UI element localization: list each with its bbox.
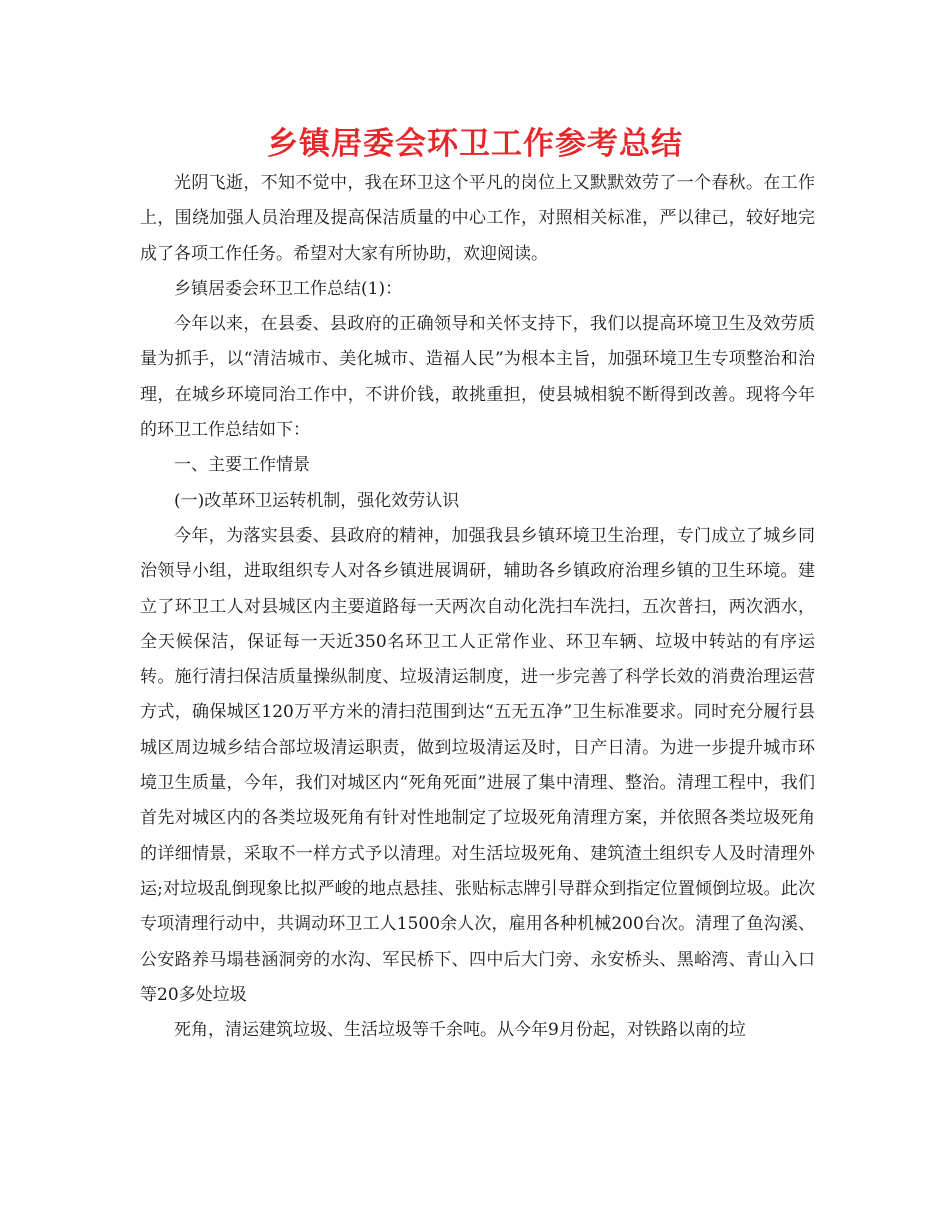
- paragraph-intro: 光阴飞逝，不知不觉中，我在环卫这个平凡的岗位上又默默效劳了一个春秋。在工作上，围绕加强人员治理及提高保洁质量的中心工作，对照相关标准，严以律己，较好地完成了各项工作任务。希望对大家有所协助，欢迎阅读。: [140, 173, 815, 264]
- paragraph-section-heading: 乡镇居委会环卫工作总结(1)：: [174, 278, 403, 299]
- document-title: 乡镇居委会环卫工作参考总结: [267, 126, 683, 162]
- paragraph-overview: 今年以来，在县委、县政府的正确领导和关怀支持下，我们以提高环境卫生及效劳质量为抓手，以“清洁城市、美化城市、造福人民”为根本主旨，加强环境卫生专项整治和治理，在城乡环境同治工作中，不讲价钱，敢挑重担，使县城相貌不断得到改善。现将今年的环卫工作总结如下：: [140, 314, 815, 441]
- paragraph-details: 今年，为落实县委、县政府的精神，加强我县乡镇环境卫生治理，专门成立了城乡同治领导小组，进取组织专人对各乡镇进展调研，辅助各乡镇政府治理乡镇的卫生环境。建立了环卫工人对县城区内主要道路每一天两次自动化洗扫车洗扫，五次普扫，两次洒水，全天候保洁，保证每一天近350名环卫工人正常作业、环卫车辆、垃圾中转站的有序运转。施行清扫保洁质量操纵制度、垃圾清运制度，进一步完善了科学长效的消费治理运营方式，确保城区120万平方米的清扫范围到达“五无五净”卫生标准要求。同时充分履行县城区周边城乡结合部垃圾清运职责，做到垃圾清运及时，日产日清。为进一步提升城市环境卫生质量，今年，我们对城区内“死角死面”进展了集中清理、整治。清理工程中，我们首先对城区内的各类垃圾死角有针对性地制定了垃圾死角清理方案，并依照各类垃圾死角的详细情景，采取不一样方式予以清理。对生活垃圾死角、建筑渣土组织专人及时清理外运;对垃圾乱倒现象比拟严峻的地点悬挂、张贴标志牌引导群众到指定位置倾倒垃圾。此次专项清理行动中，共调动环卫工人1500余人次，雇用各种机械200台次。清理了鱼沟溪、公安路养马塌巷涵洞旁的水沟、军民桥下、四中后大门旁、永安桥头、黑峪湾、青山入口等20多处垃圾: [140, 525, 815, 1005]
- paragraph-heading-main-work: 一、主要工作情景: [174, 455, 310, 476]
- document-body: [140, 166, 815, 1048]
- paragraph-continuation: 死角，清运建筑垃圾、生活垃圾等千余吨。从今年9月份起，对铁路以南的垃: [174, 1020, 746, 1041]
- paragraph-subheading-reform: (一)改革环卫运转机制，强化效劳认识: [174, 490, 460, 511]
